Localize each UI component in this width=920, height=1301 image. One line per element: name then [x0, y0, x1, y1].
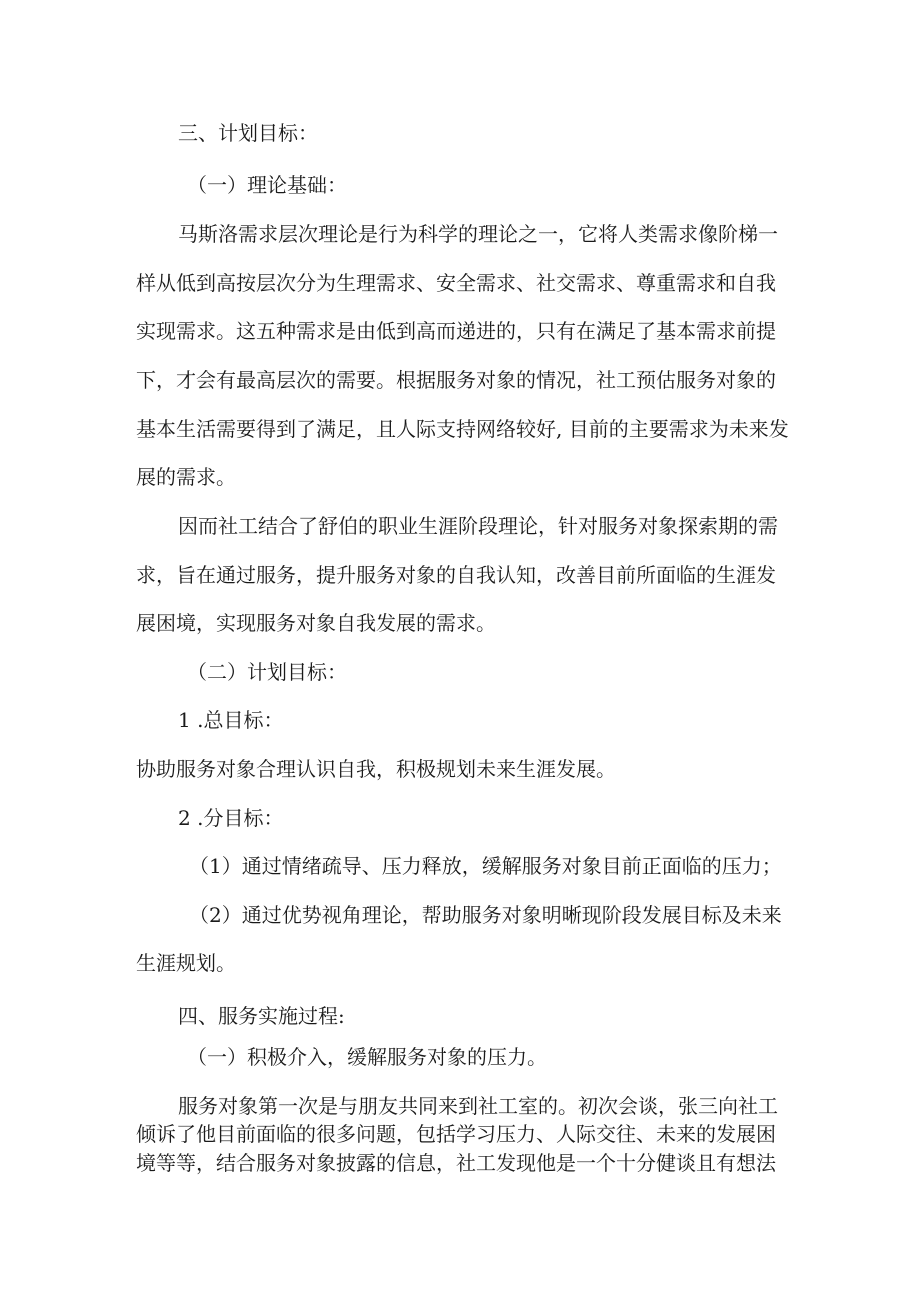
paragraph-line: 境等等，结合服务对象披露的信息，社工发现他是一个十分健谈且有想法: [136, 1151, 776, 1175]
subsection-heading-theory: （一）理论基础：: [187, 173, 347, 197]
paragraph-line: 样从低到高按层次分为生理需求、安全需求、社交需求、尊重需求和自我: [136, 271, 776, 295]
paragraph-line: 求，旨在通过服务，提升服务对象的自我认知，改善目前所面临的生涯发: [136, 563, 776, 587]
numbered-heading-sub-goals: 2 .分目标：: [178, 806, 284, 830]
paragraph-line: 协助服务对象合理认识自我，积极规划未来生涯发展。: [136, 757, 616, 781]
paragraph-line: 展困境，实现服务对象自我发展的需求。: [136, 611, 496, 635]
paragraph-line: 倾诉了他目前面临的很多问题，包括学习压力、人际交往、未来的发展困: [136, 1122, 776, 1146]
sub-goal-item: （1）通过情绪疏导、压力释放，缓解服务对象目前正面临的压力；: [189, 854, 782, 878]
paragraph-line: 生涯规划。: [136, 951, 236, 975]
sub-goal-item: （2）通过优势视角理论，帮助服务对象明晰现阶段发展目标及未来: [189, 903, 782, 927]
paragraph-line: 因而社工结合了舒伯的职业生涯阶段理论，针对服务对象探索期的需: [178, 514, 778, 538]
paragraph-line: 马斯洛需求层次理论是行为科学的理论之一，它将人类需求像阶梯一: [178, 222, 778, 246]
section-heading-plan-goals: 三、计划目标：: [178, 121, 318, 145]
numbered-heading-overall-goal: 1 .总目标：: [178, 708, 284, 732]
subsection-heading-intervention: （一）积极介入，缓解服务对象的压力。: [187, 1045, 547, 1069]
paragraph-line: 下，才会有最高层次的需要。根据服务对象的情况，社工预估服务对象的: [136, 368, 776, 392]
section-heading-service-process: 四、服务实施过程:: [178, 1004, 345, 1028]
subsection-heading-plan-goals: （二）计划目标：: [187, 660, 347, 684]
paragraph-line: 展的需求。: [136, 465, 236, 489]
paragraph-line: 服务对象第一次是与朋友共同来到社工室的。初次会谈，张三向社工: [178, 1094, 778, 1118]
paragraph-line: 实现需求。这五种需求是由低到高而递进的，只有在满足了基本需求前提: [136, 319, 776, 343]
paragraph-line: 基本生活需要得到了满足，且人际支持网络较好, 目前的主要需求为未来发: [136, 417, 789, 441]
